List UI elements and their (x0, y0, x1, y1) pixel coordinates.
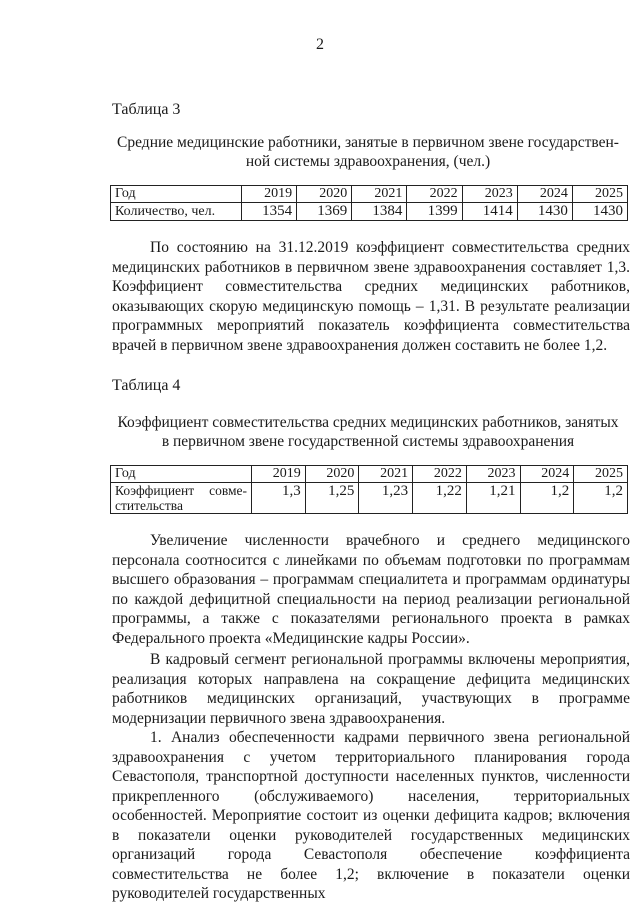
table4-title-line2: в первичном звене государственной системы здравоохранения (161, 433, 575, 450)
table3-year-label: Год (111, 186, 242, 203)
table3-year-cell: 2019 (242, 186, 297, 203)
table4-year-label: Год (111, 466, 252, 483)
table4-coef-row (111, 483, 628, 514)
table4-title-line1: Коэффициент совместительства средних медицинских работников, занятых (117, 414, 619, 431)
table3-year-cell: 2022 (407, 186, 462, 203)
table4-year-row (111, 466, 628, 483)
table4-year-cell: 2021 (359, 466, 413, 483)
table3-value-cell: 1430 (572, 203, 627, 221)
table4-value-cell: 1,25 (305, 483, 359, 514)
table4-year-cell: 2020 (305, 466, 359, 483)
table3-title-line2: ной системы здравоохранения, (чел.) (245, 153, 491, 170)
table3-count-row (111, 203, 628, 221)
table4-title (108, 413, 628, 451)
table4 (110, 465, 628, 514)
table4-value-cell: 1,21 (466, 483, 520, 514)
table3-caption: Таблица 3 (112, 101, 181, 118)
paragraph-staffing-analysis: 1. Анализ обеспеченности кадрами первичного звена региональной здравоохранения с учетом территориального планирования города Севастополя, транспортной доступности населенных пунктов, численности прикрепленного (обслуживаемого) населения, территориальных особенностей. Мероприятие состоит из оценки дефицита кадров; включения в показатели оценки руководителей государственных медицинских организаций города Севастополя обеспечение коэффициента совместительства не более 1,2; включение в показатели оценки руководителей государственных (112, 729, 630, 902)
table4-value-cell: 1,2 (520, 483, 574, 514)
paragraph-coefficient-status: По состоянию на 31.12.2019 коэффициент совместительства средних медицинских работников в первичном звене здравоохранения составляет 1,3. Коэффициент совместительства средних медицинских работников, оказывающих скорую медицинскую помощь – 1,31. В результате реализации программных мероприятий показатель коэффициента совместительства врачей в первичном звене здравоохранения должен составить не более 1,2. (112, 239, 630, 354)
table4-caption: Таблица 4 (112, 377, 181, 394)
paragraph-staffing-segment: В кадровый сегмент региональной программы включены мероприятия, реализация которых направлена на сокращение дефицита медицинских работников медицинских организаций, участвующих в программе модернизации первичного звена здравоохранения. (112, 651, 630, 727)
table4-year-cell: 2025 (574, 466, 628, 483)
table3-value-cell: 1399 (407, 203, 462, 221)
table4-coef-label: Коэффициент совме-стительства (111, 483, 252, 514)
table3-year-cell: 2023 (462, 186, 517, 203)
table3-value-cell: 1384 (352, 203, 407, 221)
table3-year-row (111, 186, 628, 203)
table3-value-cell: 1430 (517, 203, 572, 221)
table3-title (108, 133, 628, 171)
table3-value-cell: 1369 (297, 203, 352, 221)
table3-title-line1: Средние медицинские работники, занятые в первичном звене государствен- (117, 134, 619, 151)
table4-value-cell: 1,23 (359, 483, 413, 514)
table3-count-label: Количество, чел. (111, 203, 242, 221)
table4-value-cell: 1,3 (252, 483, 306, 514)
table3-value-cell: 1414 (462, 203, 517, 221)
table3-year-cell: 2025 (572, 186, 627, 203)
table4-year-cell: 2024 (520, 466, 574, 483)
table3-value-cell: 1354 (242, 203, 297, 221)
table3-year-cell: 2020 (297, 186, 352, 203)
table4-year-cell: 2023 (466, 466, 520, 483)
paragraph-staff-increase: Увеличение численности врачебного и среднего медицинского персонала соотносится с линейками по объемам подготовки по программам высшего образования – программам специалитета и программам ординатуры по каждой дефицитной специальности на период реализации региональной программы, а также с показателями регионального проекта в рамках Федерального проекта «Медицинские кадры России». (112, 532, 630, 647)
table4-value-cell: 1,22 (413, 483, 467, 514)
table3-year-cell: 2021 (352, 186, 407, 203)
page-number: 2 (316, 36, 324, 53)
table4-value-cell: 1,2 (574, 483, 628, 514)
table3-year-cell: 2024 (517, 186, 572, 203)
table3 (110, 185, 628, 221)
table4-year-cell: 2019 (252, 466, 306, 483)
table4-year-cell: 2022 (413, 466, 467, 483)
